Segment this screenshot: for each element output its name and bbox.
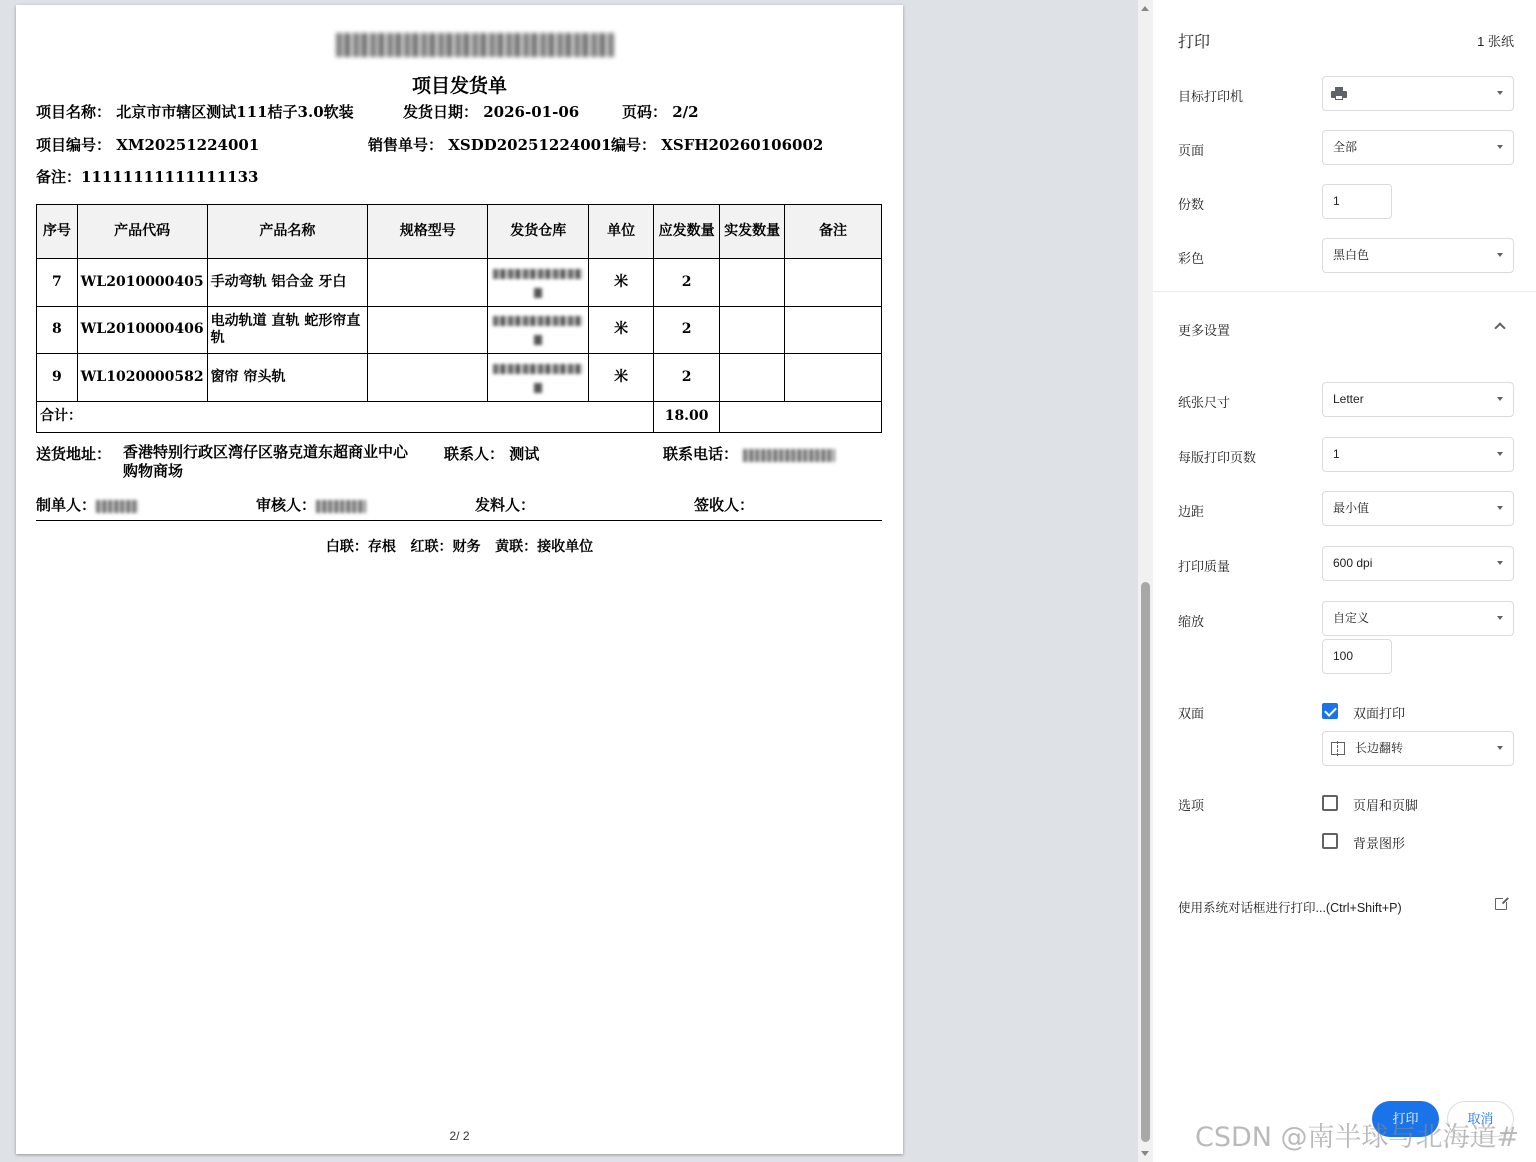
- paper-size-label: 纸张尺寸: [1178, 395, 1231, 410]
- printer-icon: [1331, 87, 1347, 100]
- cell-code: WL2010000406: [77, 306, 207, 354]
- chevron-down-icon: [1497, 91, 1503, 95]
- copies-label: 份数: [1178, 197, 1205, 212]
- flip-select[interactable]: [1322, 731, 1514, 766]
- more-settings-toggle[interactable]: 更多设置: [1178, 323, 1231, 338]
- chevron-down-icon: [1497, 506, 1503, 510]
- table-row: [37, 306, 882, 354]
- issuer-label: 发料人：: [475, 496, 536, 514]
- total-row: [37, 401, 882, 432]
- cell-actual: [720, 259, 785, 307]
- duplex-checkbox-label[interactable]: 双面打印: [1353, 706, 1406, 721]
- print-button[interactable]: 打印: [1372, 1101, 1439, 1137]
- code-row: [611, 134, 823, 155]
- copies-input[interactable]: 1: [1322, 184, 1392, 219]
- paper-size-select[interactable]: [1322, 382, 1514, 417]
- contact-value: 测试: [509, 445, 540, 463]
- blurred-warehouse: [493, 269, 583, 279]
- open-in-new-icon[interactable]: [1495, 898, 1507, 910]
- total-value: 18.00: [654, 401, 720, 432]
- blurred-warehouse: [493, 364, 583, 374]
- remark-value: 11111111111111133: [81, 168, 259, 186]
- remark-row: [36, 166, 258, 187]
- scale-input[interactable]: 100: [1322, 639, 1392, 674]
- col-code: 产品代码: [77, 205, 207, 259]
- print-settings-panel: [1153, 0, 1536, 1162]
- chevron-down-icon: [1497, 746, 1503, 750]
- total-empty: [720, 401, 882, 432]
- cell-seq: 7: [37, 259, 78, 307]
- col-unit: 单位: [589, 205, 654, 259]
- sales-no-label: 销售单号：: [368, 136, 444, 154]
- page-row: [622, 101, 699, 122]
- cell-spec: [368, 259, 488, 307]
- cell-code: WL1020000582: [77, 354, 207, 402]
- chevron-down-icon: [1497, 253, 1503, 257]
- blurred-warehouse-tail: [534, 288, 542, 298]
- cell-warehouse: [488, 354, 589, 402]
- page-value: 2/2: [672, 103, 699, 121]
- project-name-row: [36, 101, 354, 122]
- address-value: 香港特别行政区湾仔区骆克道东超商业中心购物商场: [123, 443, 409, 480]
- flip-value: 长边翻转: [1355, 741, 1404, 755]
- blurred-warehouse-tail: [534, 335, 542, 345]
- code-value: XSFH20260106002: [661, 136, 824, 154]
- quality-value: 600 dpi: [1333, 556, 1373, 570]
- cell-warehouse: [488, 306, 589, 354]
- pages-select[interactable]: [1322, 130, 1514, 165]
- pages-per-sheet-select[interactable]: [1322, 437, 1514, 472]
- sales-no-row: [368, 134, 612, 155]
- margin-select[interactable]: [1322, 491, 1514, 526]
- document-title: 项目发货单: [411, 75, 507, 97]
- reviewer-label: 审核人：: [256, 496, 317, 514]
- address-label: 送货地址：: [36, 445, 112, 463]
- cell-name: 手动弯轨 铝合金 牙白: [207, 259, 368, 307]
- project-name-value: 北京市市辖区测试111桔子3.0软装: [116, 103, 354, 121]
- chevron-down-icon: [1497, 561, 1503, 565]
- signature-divider: [36, 520, 882, 521]
- phone-label: 联系电话：: [663, 445, 739, 463]
- project-no-row: [36, 134, 259, 155]
- sales-no-value: XSDD20251224001: [448, 136, 612, 154]
- cancel-button[interactable]: 取消: [1447, 1101, 1514, 1137]
- page-footer-number: 2/ 2: [449, 1129, 470, 1143]
- cell-name: 窗帘 帘头轨: [207, 354, 368, 402]
- col-seq: 序号: [37, 205, 78, 259]
- cell-actual: [720, 306, 785, 354]
- cell-qty: 2: [654, 354, 720, 402]
- project-no-label: 项目编号：: [36, 136, 112, 154]
- pages-label: 页面: [1178, 143, 1205, 158]
- header-footer-checkbox[interactable]: [1322, 795, 1338, 811]
- header-footer-label[interactable]: 页眉和页脚: [1353, 798, 1419, 813]
- contact-label: 联系人：: [444, 445, 505, 463]
- csdn-watermark: CSDN @南半球与北海道#: [1195, 1122, 1520, 1153]
- cell-note: [785, 354, 882, 402]
- scroll-up-icon[interactable]: [1141, 6, 1149, 11]
- maker-row: [36, 494, 138, 515]
- ship-date-label: 发货日期：: [403, 103, 479, 121]
- phone-row: [663, 443, 835, 464]
- col-note: 备注: [785, 205, 882, 259]
- cell-actual: [720, 354, 785, 402]
- col-actual: 实发数量: [720, 205, 785, 259]
- col-spec: 规格型号: [368, 205, 488, 259]
- margin-label: 边距: [1178, 504, 1205, 519]
- table-row: [37, 259, 882, 307]
- printer-label: 目标打印机: [1178, 89, 1244, 104]
- preview-scrollbar[interactable]: [1138, 0, 1153, 1162]
- blurred-company-name: [336, 33, 614, 57]
- cell-spec: [368, 354, 488, 402]
- background-graphics-label[interactable]: 背景图形: [1353, 836, 1406, 851]
- col-warehouse: 发货仓库: [488, 205, 589, 259]
- duplex-checkbox[interactable]: [1322, 703, 1338, 719]
- cell-unit: 米: [589, 259, 654, 307]
- scroll-down-icon[interactable]: [1141, 1151, 1149, 1156]
- blurred-warehouse: [493, 316, 583, 326]
- cell-code: WL2010000405: [77, 259, 207, 307]
- cell-seq: 8: [37, 306, 78, 354]
- flip-icon: [1331, 742, 1345, 755]
- pages-per-sheet-value: 1: [1333, 447, 1340, 461]
- cell-warehouse: [488, 259, 589, 307]
- paper-size-value: Letter: [1333, 392, 1364, 406]
- printer-select[interactable]: [1322, 76, 1514, 111]
- background-graphics-checkbox[interactable]: [1322, 833, 1338, 849]
- color-select[interactable]: [1322, 238, 1514, 273]
- total-label: 合计：: [37, 401, 654, 432]
- chevron-down-icon: [1497, 452, 1503, 456]
- cell-qty: 2: [654, 306, 720, 354]
- margin-value: 最小值: [1333, 501, 1370, 515]
- scrollbar-thumb[interactable]: [1141, 582, 1150, 1142]
- page-label: 页码：: [622, 103, 668, 121]
- color-label: 彩色: [1178, 251, 1205, 266]
- cell-qty: 2: [654, 259, 720, 307]
- reviewer-row: [256, 494, 366, 515]
- quality-label: 打印质量: [1178, 559, 1231, 574]
- code-label: 编号：: [611, 136, 657, 154]
- chevron-down-icon: [1497, 397, 1503, 401]
- pages-value: 全部: [1333, 140, 1358, 154]
- contact-row: [444, 443, 539, 464]
- remark-label: 备注：: [36, 168, 82, 186]
- ship-date-row: [403, 101, 579, 122]
- quality-select[interactable]: [1322, 546, 1514, 581]
- blurred-warehouse-tail: [534, 383, 542, 393]
- receiver-label: 签收人：: [694, 496, 755, 514]
- color-value: 黑白色: [1333, 248, 1370, 262]
- options-label: 选项: [1178, 798, 1205, 813]
- pages-per-sheet-label: 每版打印页数: [1178, 450, 1257, 465]
- ship-date-value: 2026-01-06: [483, 103, 580, 121]
- table-header-row: [37, 205, 882, 259]
- cell-seq: 9: [37, 354, 78, 402]
- cell-name: 电动轨道 直轨 蛇形帘直轨: [207, 306, 368, 354]
- maker-label: 制单人：: [36, 496, 97, 514]
- cell-unit: 米: [589, 306, 654, 354]
- chevron-up-icon[interactable]: [1494, 322, 1505, 333]
- blurred-reviewer: [316, 500, 366, 513]
- col-name: 产品名称: [207, 205, 368, 259]
- panel-divider: [1153, 291, 1536, 292]
- scale-label: 缩放: [1178, 614, 1205, 629]
- project-no-value: XM20251224001: [116, 136, 260, 154]
- cell-spec: [368, 306, 488, 354]
- cell-unit: 米: [589, 354, 654, 402]
- table-row: [37, 354, 882, 402]
- items-table: [36, 204, 882, 433]
- chevron-down-icon: [1497, 145, 1503, 149]
- system-dialog-link[interactable]: 使用系统对话框进行打印...(Ctrl+Shift+P): [1178, 901, 1402, 915]
- preview-page: [16, 5, 903, 1154]
- blurred-maker: [96, 500, 138, 513]
- copies-note: 白联：存根 红联：财务 黄联：接收单位: [325, 539, 594, 555]
- duplex-label: 双面: [1178, 706, 1205, 721]
- chevron-down-icon: [1497, 616, 1503, 620]
- scale-select[interactable]: [1322, 601, 1514, 636]
- panel-title: 打印: [1178, 34, 1211, 51]
- cell-note: [785, 259, 882, 307]
- cell-note: [785, 306, 882, 354]
- blurred-phone: [743, 449, 835, 462]
- col-qty: 应发数量: [654, 205, 720, 259]
- sheet-count: 1 张纸: [1477, 34, 1514, 49]
- scale-value: 自定义: [1333, 611, 1370, 625]
- project-name-label: 项目名称：: [36, 103, 112, 121]
